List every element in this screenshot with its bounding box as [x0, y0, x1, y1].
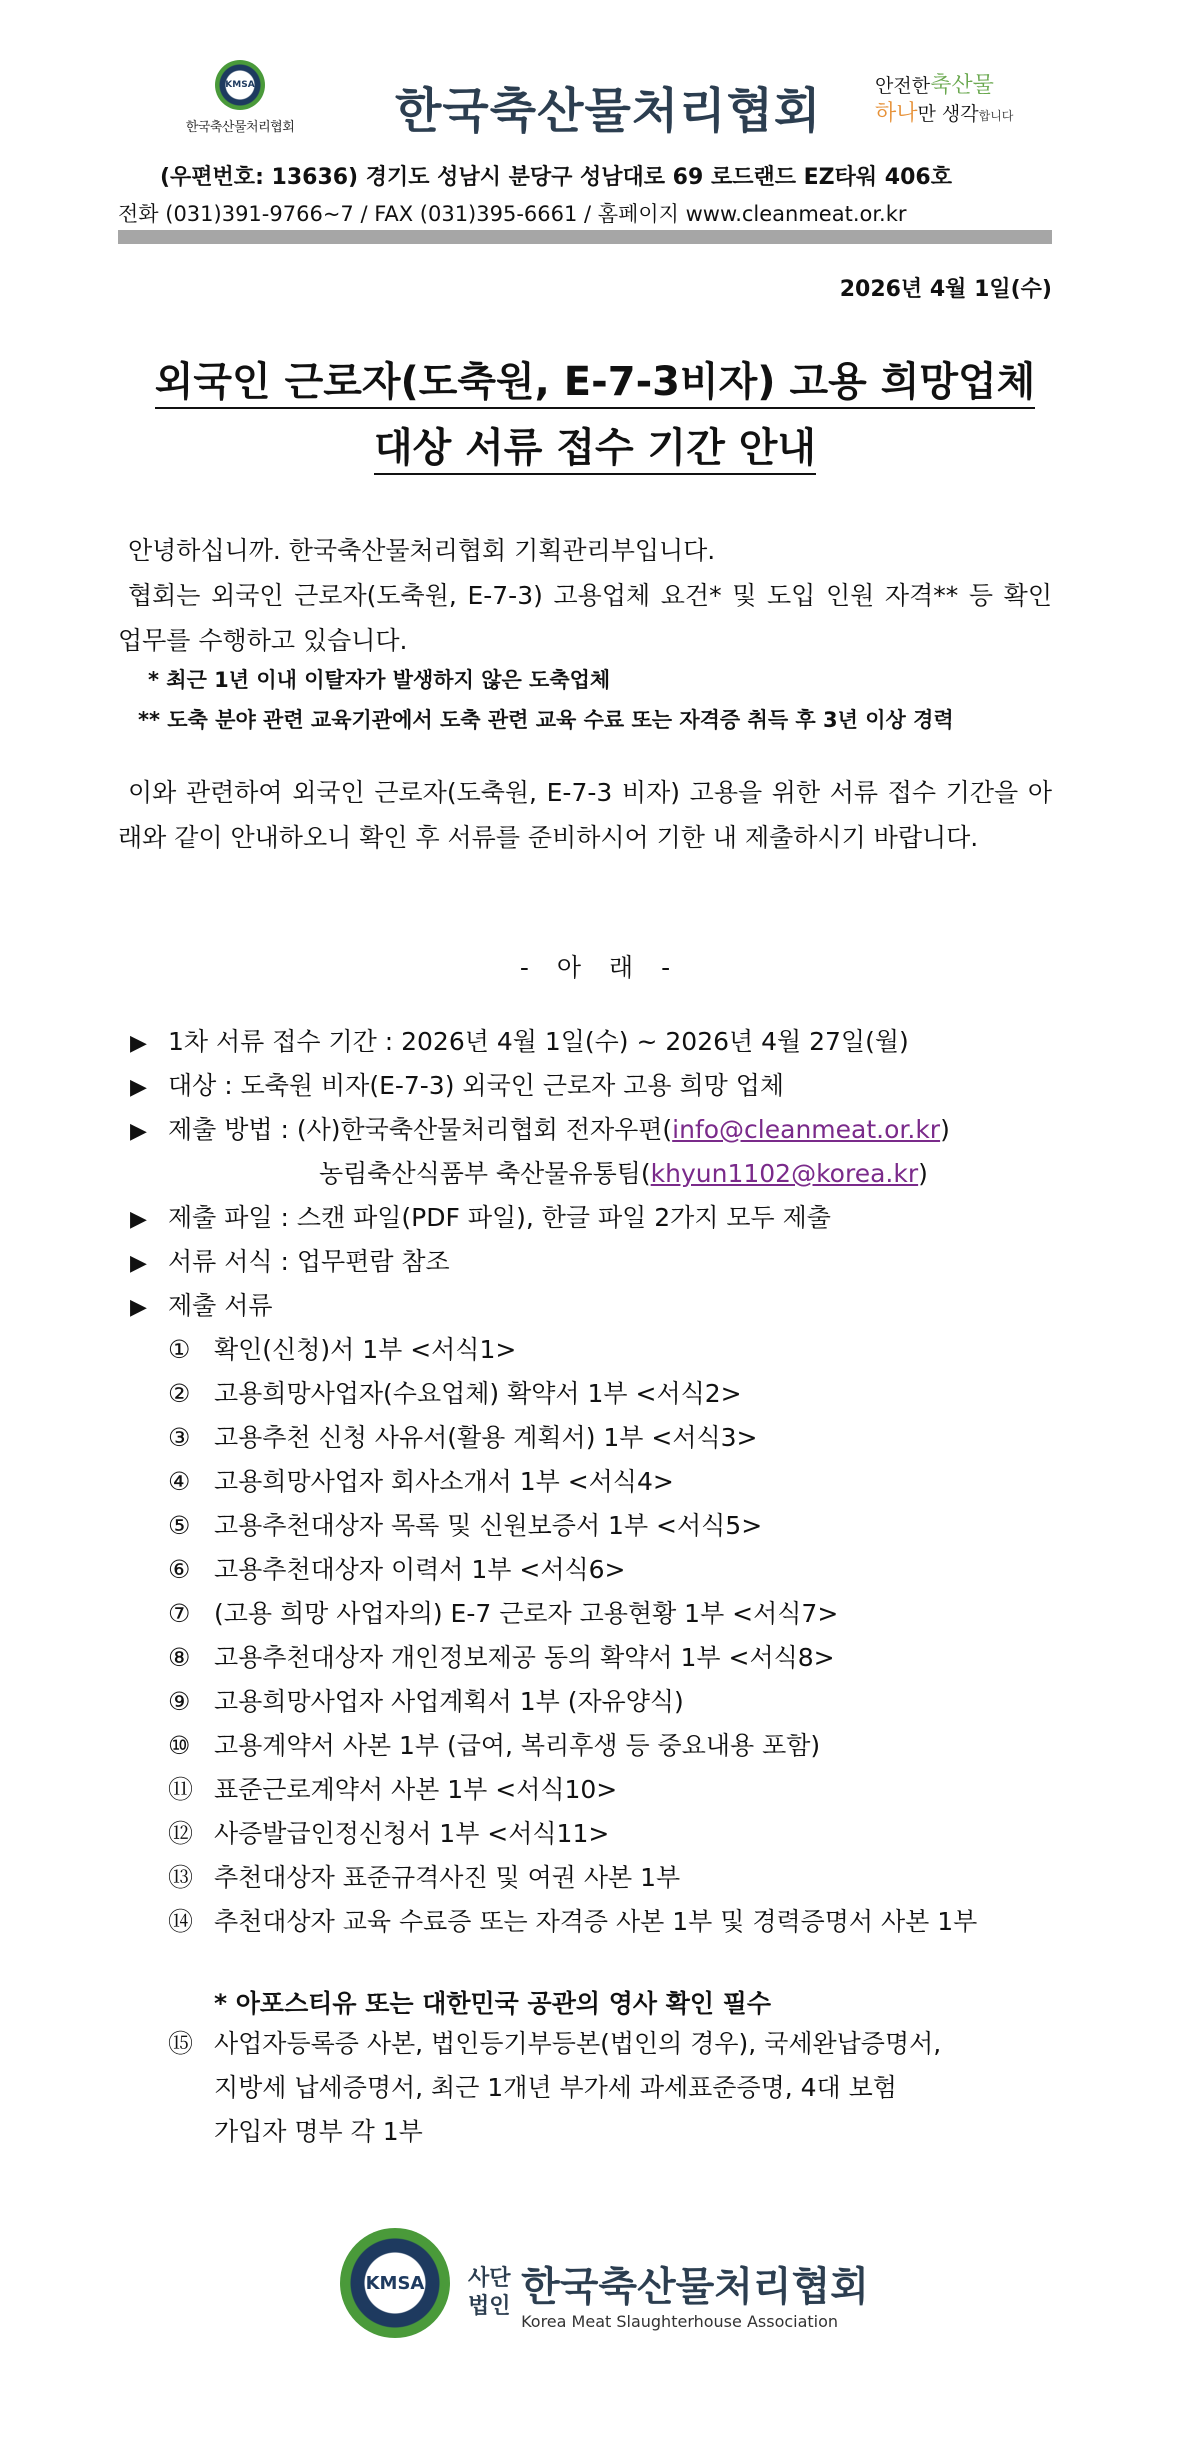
doc-item: [168, 1900, 977, 1944]
list-item-docs: [130, 1284, 273, 1330]
doc-text: 고용희망사업자 회사소개서 1부 <서식4>: [214, 1467, 674, 1496]
doc-text: 표준근로계약서 사본 1부 <서식10>: [214, 1775, 618, 1804]
email-link-info[interactable]: info@cleanmeat.or.kr: [672, 1115, 941, 1144]
doc-text: 고용추천대상자 목록 및 신원보증서 1부 <서식5>: [214, 1511, 763, 1540]
doc-item: [168, 1636, 835, 1680]
doc-text: 고용추천대상자 개인정보제공 동의 확약서 1부 <서식8>: [214, 1643, 835, 1672]
org-title: 한국축산물처리협회: [395, 83, 822, 139]
footnote-2: ** 도축 분야 관련 교육기관에서 도축 관련 교육 수료 또는 자격증 취득 후 3년 이상 경력: [138, 708, 954, 732]
logo-abbr: KMSA: [365, 2272, 425, 2294]
email-link-khyun[interactable]: khyun1102@korea.kr: [650, 1159, 919, 1188]
item-text: 농림축산식품부 축산물유통팀(: [319, 1159, 651, 1188]
doc-number: ⑤: [168, 1511, 191, 1540]
doc-item: [168, 1548, 626, 1592]
doc-text: 고용계약서 사본 1부 (급여, 복리후생 등 중요내용 포함): [214, 1731, 821, 1760]
logo-abbr: KMSA: [225, 80, 255, 90]
item-text: 제출 서류: [168, 1291, 273, 1320]
doc-number: ⑥: [168, 1555, 191, 1584]
doc-number: ⑪: [168, 1775, 194, 1804]
title-line-1: [0, 350, 1190, 407]
slogan: [875, 72, 1025, 130]
below-heading: - 아 래 -: [519, 953, 671, 982]
doc-item: [168, 1460, 674, 1504]
slogan-part: 합니다: [978, 109, 1014, 123]
doc-number: ①: [168, 1335, 191, 1364]
doc-text: 사증발급인정신청서 1부 <서식11>: [214, 1819, 610, 1848]
doc-number: ⑧: [168, 1643, 191, 1672]
corp-type: [468, 2265, 516, 2321]
footer-name-en: Korea Meat Slaughterhouse Association: [521, 2312, 839, 2331]
list-item-target: [130, 1064, 784, 1110]
doc-item: [168, 1416, 758, 1460]
triangle-bullet-icon: ▶: [130, 1295, 147, 1320]
corp-line: 사단: [468, 2266, 511, 2291]
footnote-1: * 최근 1년 이내 이탈자가 발생하지 않은 도축업체: [148, 668, 611, 692]
header-logo: [185, 60, 295, 135]
doc-number: ⑬: [168, 1863, 194, 1892]
header-divider: [118, 230, 1052, 244]
footer-name-ko: 한국축산물처리협회: [521, 2264, 869, 2310]
doc-text: 고용추천 신청 사유서(활용 계획서) 1부 <서식3>: [214, 1423, 758, 1452]
slogan-part: 만 생각: [917, 103, 979, 125]
list-item-method-2: [319, 1152, 928, 1196]
doc-text: 고용희망사업자 사업계획서 1부 (자유양식): [214, 1687, 684, 1716]
doc-item: [168, 1724, 820, 1768]
item-text: ): [918, 1159, 928, 1188]
list-item-form: [130, 1240, 450, 1286]
doc-item: [168, 1328, 516, 1372]
doc-item: [168, 1592, 838, 1636]
list-item-file: [130, 1196, 831, 1242]
doc-text: 확인(신청)서 1부 <서식1>: [214, 1335, 517, 1364]
address: (우편번호: 13636) 경기도 성남시 분당구 성남대로 69 로드랜드 EZ타워 406호: [160, 165, 952, 190]
doc-number: ②: [168, 1379, 191, 1408]
doc-item: [168, 1768, 617, 1812]
document-date: 2026년 4월 1일(수): [839, 277, 1052, 302]
doc-text: 추천대상자 표준규격사진 및 여권 사본 1부: [214, 1863, 681, 1892]
doc-text: 사업자등록증 사본, 법인등기부등본(법인의 경우), 국세완납증명서,: [214, 2029, 942, 2058]
guide-paragraph: 이와 관련하여 외국인 근로자(도축원, E-7-3 비자) 고용을 위한 서류 접수 기간을 아래와 같이 안내하오니 확인 후 서류를 준비하시어 기한 내 제출하시기 바랍니다.: [118, 778, 1052, 852]
slogan-part: 축산물: [930, 73, 994, 98]
item-text: ): [940, 1115, 950, 1144]
title-line-2: [0, 416, 1190, 473]
doc-text: 고용추천대상자 이력서 1부 <서식6>: [214, 1555, 626, 1584]
doc-item: [168, 1680, 684, 1724]
doc-number: ⑩: [168, 1731, 191, 1760]
doc-text: 추천대상자 교육 수료증 또는 자격증 사본 1부 및 경력증명서 사본 1부: [214, 1907, 978, 1936]
doc-number: ⑭: [168, 1907, 194, 1936]
intro-paragraph: 협회는 외국인 근로자(도축원, E-7-3) 고용업체 요건* 및 도입 인원 자격** 등 확인 업무를 수행하고 있습니다.: [118, 581, 1052, 655]
doc-item: [168, 1504, 762, 1548]
triangle-bullet-icon: ▶: [130, 1119, 147, 1144]
doc-text: (고용 희망 사업자의) E-7 근로자 고용현황 1부 <서식7>: [214, 1599, 839, 1628]
item-text: 대상 : 도축원 비자(E-7-3) 외국인 근로자 고용 희망 업체: [168, 1071, 785, 1100]
greeting: 안녕하십니까. 한국축산물처리협회 기획관리부입니다.: [128, 536, 716, 565]
doc-number: ⑨: [168, 1687, 191, 1716]
doc-number: ⑦: [168, 1599, 191, 1628]
triangle-bullet-icon: ▶: [130, 1075, 147, 1100]
item-text: 1차 서류 접수 기간 : 2026년 4월 1일(수) ~ 2026년 4월 27일(월): [168, 1027, 909, 1056]
corp-line: 법인: [468, 2294, 511, 2319]
doc-item-15: [168, 2022, 941, 2066]
item-text: 서류 서식 : 업무편람 참조: [168, 1247, 450, 1276]
title-text: 외국인 근로자(도축원, E-7-3비자) 고용 희망업체: [155, 359, 1036, 409]
logo-caption: 한국축산물처리협회: [185, 120, 295, 135]
doc-text: 고용희망사업자(수요업체) 확약서 1부 <서식2>: [214, 1379, 742, 1408]
list-item-method: [130, 1108, 950, 1154]
doc-item: [168, 1856, 680, 1900]
triangle-bullet-icon: ▶: [130, 1031, 147, 1056]
triangle-bullet-icon: ▶: [130, 1207, 147, 1232]
kmsa-logo-icon: [340, 2228, 450, 2338]
contact-info: 전화 (031)391-9766~7 / FAX (031)395-6661 / 홈페이지 www.cleanmeat.or.kr: [118, 202, 907, 226]
list-item-period: [130, 1020, 909, 1066]
footer-name: [521, 2255, 869, 2331]
footer-logo: [340, 2228, 450, 2338]
doc-item-15-line2: 지방세 납세증명서, 최근 1개년 부가세 과세표준증명, 4대 보험: [214, 2073, 897, 2102]
doc-item-15-line3: 가입자 명부 각 1부: [214, 2117, 423, 2146]
doc-number: ⑫: [168, 1819, 194, 1848]
item-text: 제출 파일 : 스캔 파일(PDF 파일), 한글 파일 2가지 모두 제출: [168, 1203, 831, 1232]
doc-number: ④: [168, 1467, 191, 1496]
doc-14-note: * 아포스티유 또는 대한민국 공관의 영사 확인 필수: [214, 1989, 772, 2018]
slogan-part: 하나: [875, 101, 918, 126]
footer-org: [468, 2255, 869, 2331]
triangle-bullet-icon: ▶: [130, 1251, 147, 1276]
kmsa-logo-icon: [215, 60, 265, 110]
title-text: 대상 서류 접수 기간 안내: [374, 425, 816, 475]
slogan-part: 안전한: [875, 75, 931, 97]
doc-item: [168, 1812, 609, 1856]
item-text: 제출 방법 : (사)한국축산물처리협회 전자우편(: [168, 1115, 673, 1144]
doc-item: [168, 1372, 742, 1416]
doc-number: ③: [168, 1423, 191, 1452]
doc-number: ⑮: [168, 2029, 194, 2058]
